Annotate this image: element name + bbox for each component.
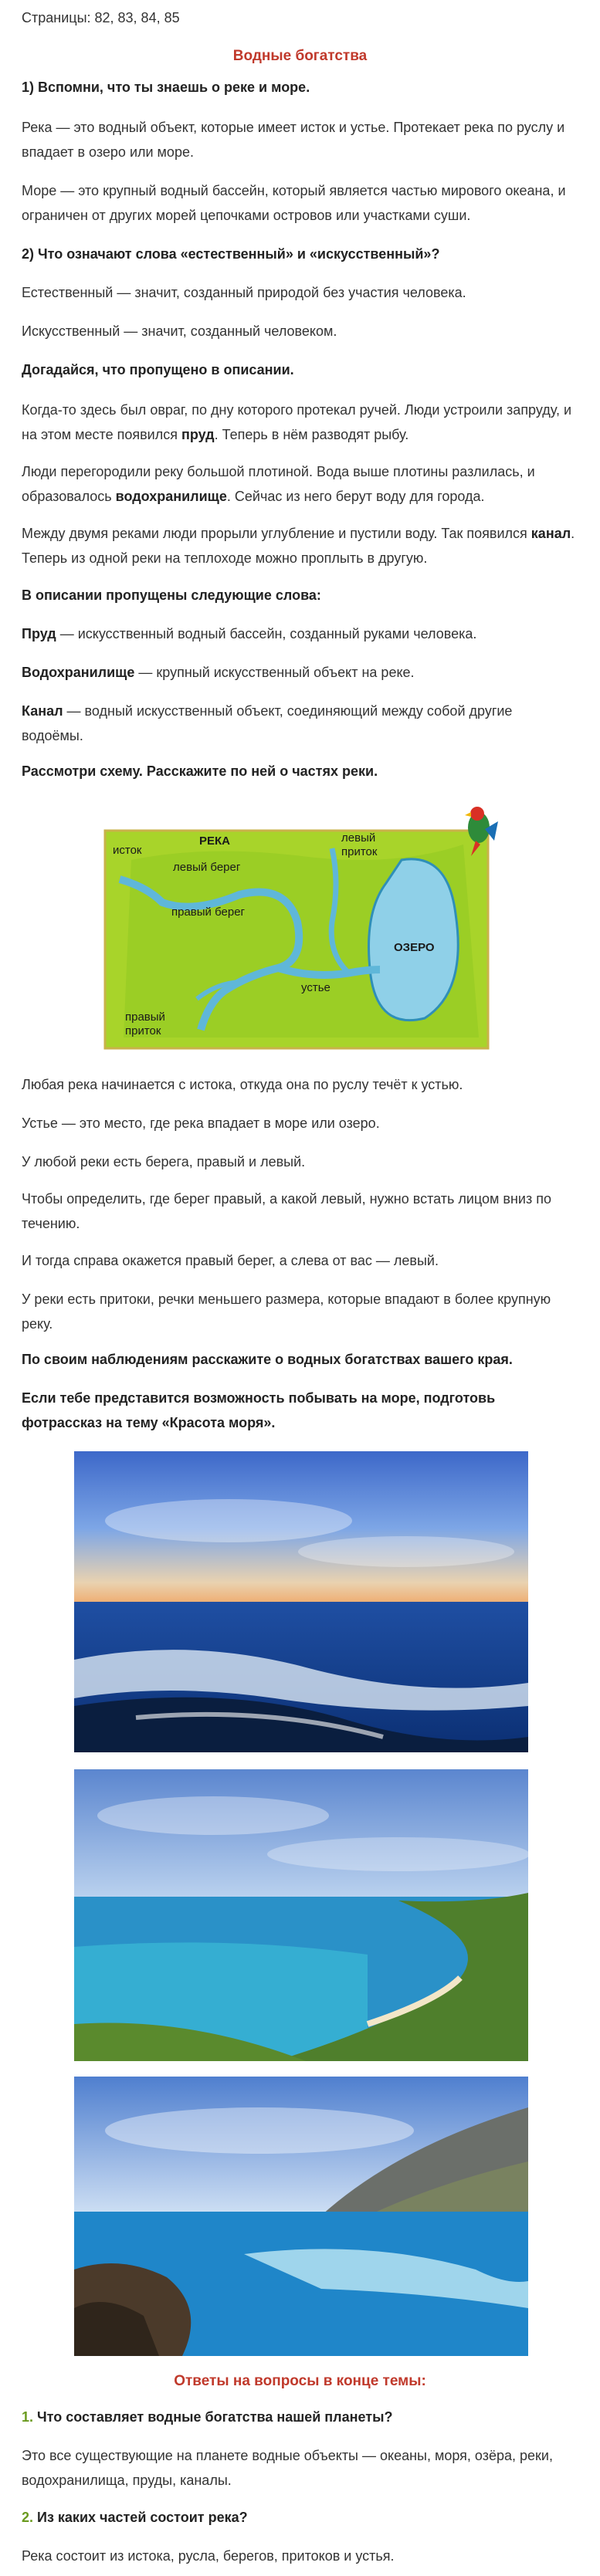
definition-prud: Пруд — искусственный водный бассейн, созданный руками человека. bbox=[22, 626, 477, 641]
paragraph-river-1: Любая река начинается с истока, откуда она по руслу течёт к устью. bbox=[22, 1077, 463, 1092]
question-5: Рассмотри схему. Расскажите по ней о частях реки. bbox=[22, 763, 378, 779]
river-scheme bbox=[100, 798, 505, 1053]
label-ustye: устье bbox=[301, 981, 331, 994]
sea-photo-coast bbox=[74, 2077, 528, 2356]
paragraph-river-4: Чтобы определить, где берег правый, а какой левый, нужно встать лицом вниз по течению. bbox=[22, 1191, 551, 1231]
pages-line: Страницы: 82, 83, 84, 85 bbox=[22, 10, 180, 25]
paragraph-river-3: У любой реки есть берега, правый и левый. bbox=[22, 1154, 306, 1170]
question-7: Если тебе представится возможность побывать на море, подготовь фотрассказ на тему «Красота моря». bbox=[22, 1390, 496, 1430]
answer-2-question: 2. Из каких частей состоит река? bbox=[22, 2510, 248, 2525]
answers-title: Ответы на вопросы в конце темы: bbox=[174, 2373, 426, 2389]
paragraph-iskusstvennyy: Искусственный — значит, созданный человеком. bbox=[22, 323, 337, 339]
question-4: В описании пропущены следующие слова: bbox=[22, 587, 321, 603]
paragraph-kanal: Между двумя реками люди прорыли углубление и пустили воду. Так появился канал. Теперь из одной реки на теплоходе можно проплыть в другую. bbox=[22, 526, 575, 566]
label-reka: РЕКА bbox=[199, 834, 230, 848]
definition-kanal: Канал — водный искусственный объект, соединяющий между собой другие водоёмы. bbox=[22, 703, 513, 743]
paragraph-plotina: Люди перегородили реку большой плотиной. Вода выше плотины разлилась, и образовалось водохранилище. Сейчас из него берут воду для города. bbox=[22, 464, 535, 504]
label-levyy-pritok-2: приток bbox=[341, 845, 378, 858]
definition-vodokhranilishche: Водохранилище — крупный искусственный объект на реке. bbox=[22, 665, 415, 680]
label-istok: исток bbox=[113, 844, 142, 857]
paragraph-river-6: У реки есть притоки, речки меньшего размера, которые впадают в более крупную реку. bbox=[22, 1291, 551, 1332]
paragraph-ovrag: Когда-то здесь был овраг, по дну которого протекал ручей. Люди устроили запруду, и на этом месте появился пруд. Теперь в нём разводят рыбу. bbox=[22, 402, 572, 442]
answer-2-text: Река состоит из истока, русла, берегов, притоков и устья. bbox=[22, 2548, 395, 2564]
question-2: 2) Что означают слова «естественный» и «искусственный»? bbox=[22, 246, 440, 262]
label-levyy-bereg: левый берег bbox=[173, 861, 241, 874]
sea-photo-bay bbox=[74, 1769, 528, 2061]
answer-1-text: Это все существующие на планете водные объекты — океаны, моря, озёра, реки, водохранилища, пруды, каналы. bbox=[22, 2448, 553, 2488]
paragraph-river-5: И тогда справа окажется правый берег, а слева от вас — левый. bbox=[22, 1253, 439, 1268]
question-1: 1) Вспомни, что ты знаешь о реке и море. bbox=[22, 80, 310, 95]
paragraph-more: Море — это крупный водный бассейн, который является частью мирового океана, и ограничен от других морей цепочками островов или участками суши. bbox=[22, 183, 566, 223]
page-title: Водные богатства bbox=[232, 48, 368, 64]
question-6: По своим наблюдениям расскажите о водных богатствах вашего края. bbox=[22, 1352, 513, 1367]
question-3: Догадайся, что пропущено в описании. bbox=[22, 362, 294, 377]
sea-photo-sunset bbox=[74, 1451, 528, 1752]
label-pravyy-pritok-2: приток bbox=[125, 1024, 161, 1038]
paragraph-river-2: Устье — это место, где река впадает в море или озеро. bbox=[22, 1115, 380, 1131]
label-ozero: ОЗЕРО bbox=[394, 941, 435, 954]
paragraph-reka: Река — это водный объект, которые имеет исток и устье. Протекает река по руслу и впадает в озеро или море. bbox=[22, 120, 565, 160]
label-pravyy-pritok-1: правый bbox=[125, 1010, 165, 1024]
label-levyy-pritok-1: левый bbox=[341, 831, 376, 845]
paragraph-estestvennyy: Естественный — значит, созданный природой без участия человека. bbox=[22, 285, 466, 300]
answer-1-question: 1. Что составляет водные богатства нашей планеты? bbox=[22, 2409, 393, 2425]
label-pravyy-bereg: правый берег bbox=[171, 905, 246, 919]
